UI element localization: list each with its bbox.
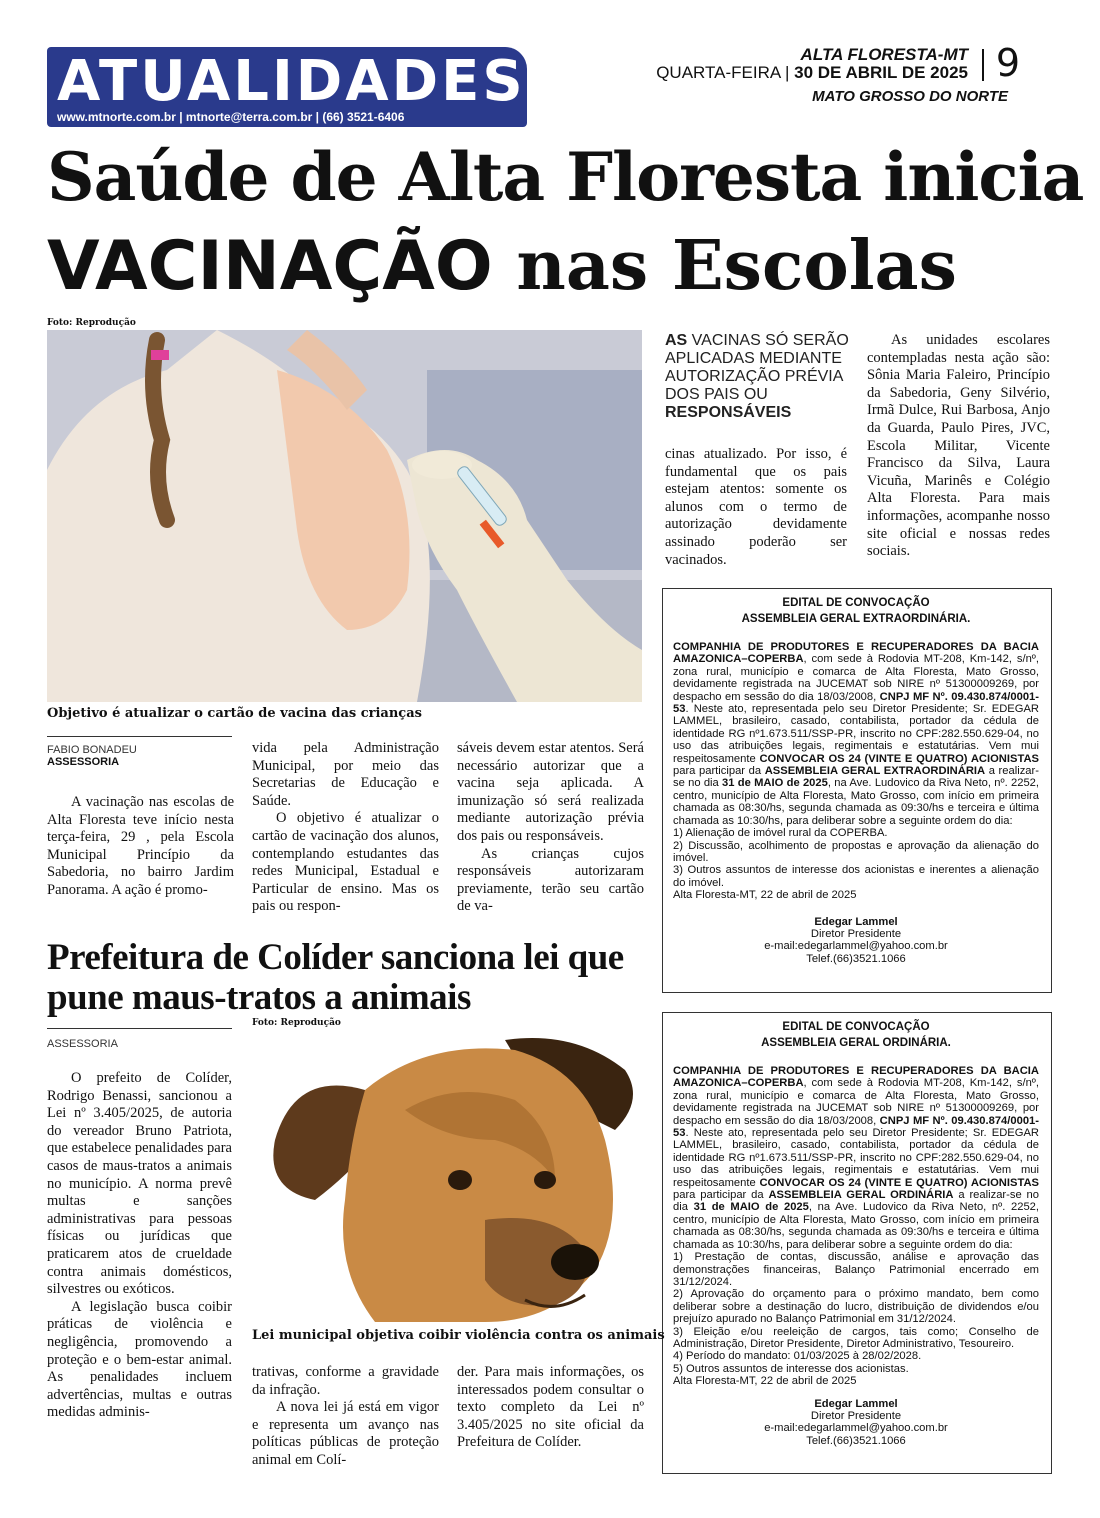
edital-subtitle: ASSEMBLEIA GERAL EXTRAORDINÁRIA. <box>741 613 971 625</box>
main-headline-line1: Saúde de Alta Floresta inicia <box>47 138 1084 216</box>
edital-title: EDITAL DE CONVOCAÇÃO <box>782 597 930 609</box>
byline-rule <box>47 1028 232 1029</box>
headline-rest: nas Escolas <box>492 226 957 306</box>
edital-cnpj: CNPJ MF Nº. 09.430.874/0001-53 <box>673 690 1039 716</box>
signer-phone: Telef.(66)3521.1066 <box>806 952 906 965</box>
edital-company: COMPANHIA DE PRODUTORES E RECUPERADORES DA BACIA AMAZONICA–COPERBA <box>673 641 1039 666</box>
agenda-item: 4) Período do mandato: 01/03/2025 à 28/02/2028. <box>673 1350 922 1363</box>
edital-text: a realizar-se no dia <box>673 765 1039 790</box>
paragraph: sáveis devem estar atentos. Será necessário autorizar que a vacina seja aplicada. A imunização só será realizada mediante autorização prévia dos pais ou responsáveis. <box>457 740 644 844</box>
edital-place-date: Alta Floresta-MT, 22 de abril de 2025 <box>673 1375 857 1388</box>
pull-quote-strong: RESPONSÁVEIS <box>665 404 792 421</box>
paragraph: trativas, conforme a gravidade da infração. <box>252 1364 439 1398</box>
article2-column-2 <box>252 1364 439 1470</box>
edital-text: , na Ave. Ludovico da Riva Neto, nº. 2252, centro, município de Alta Floresta, Mato Grosso, com início em primeira chamada as 08:30/hs, segunda chamada as 09:30/hs e terceira e última chamada as 10:30/hs, para deliberar sobre a seguinte ordem do dia: <box>673 777 1039 827</box>
article-column-3 <box>457 740 644 916</box>
photo-credit: Foto: Reprodução <box>252 1018 341 1028</box>
signer-email: e-mail:edegarlammel@yahoo.com.br <box>764 940 948 953</box>
article-column-2 <box>252 740 439 916</box>
agenda-item: 1) Alienação de imóvel rural da COPERBA. <box>673 827 888 840</box>
signer-name: Edegar Lammel <box>814 915 898 928</box>
photo-caption: Objetivo é atualizar o cartão de vacina das crianças <box>47 706 422 721</box>
author-source: ASSESSORIA <box>47 756 120 768</box>
secondary-headline: Prefeitura de Colíder sanciona lei que pune maus-tratos a animais <box>47 937 624 1018</box>
paragraph: As unidades escolares contempladas nesta ação são: Sônia Maria Faleiro, Princípio da Sabedoria, Geny Silvério, Irmã Dulce, Rui Barbosa, Anjo da Guarda, Paulo Pires, JVC, Escola Militar, Vicente Francisco da Silva, Laura Vicuña, Marinês e Colégio Alta Floresta. Para mais informações, acompanhe nosso site oficial e nossas redes sociais. <box>867 332 1050 560</box>
masthead-contacts: www.mtnorte.com.br | mtnorte@terra.com.br | (66) 3521-6406 <box>57 110 405 124</box>
header-full-date: 30 DE ABRIL DE 2025 <box>794 63 968 82</box>
paragraph: der. Para mais informações, os interessados podem consultar o texto completo da Lei nº 3.405/2025 no site oficial da Prefeitura de Colíder. <box>457 1364 644 1451</box>
section-masthead <box>47 47 527 127</box>
edital-convocar: CONVOCAR OS 24 (VINTE E QUATRO) ACIONISTAS <box>759 752 1039 765</box>
agenda-item: 5) Outros assuntos de interesse dos acionistas. <box>673 1362 909 1375</box>
photo-caption: Lei municipal objetiva coibir violência contra os animais <box>252 1328 665 1343</box>
paragraph: As crianças cujos responsáveis autorizaram previamente, terão seu cartão de va- <box>457 845 644 915</box>
edital-text: , na Ave. Ludovico da Riva Neto, nº. 2252, centro, município de Alta Floresta, Mato Grosso, com início em primeira chamada as 08:30/hs, segunda chamada as 09:30/hs e terceira e última chamada as 10:30/hs, para deliberar sobre a seguinte ordem do dia: <box>673 1201 1039 1251</box>
dog-illustration <box>255 1030 642 1322</box>
header-city: ALTA FLORESTA-MT <box>800 45 968 64</box>
paragraph: cinas atualizado. Por isso, é fundamental que os pais estejam atentos: somente os alunos com o termo de autorização devidamente assinado poderão ser vacinados. <box>665 446 847 568</box>
vaccination-illustration <box>47 330 642 702</box>
edital-cnpj: CNPJ MF Nº. 09.430.874/0001-53 <box>673 1114 1039 1140</box>
signer-name: Edegar Lammel <box>814 1397 898 1410</box>
header-separator <box>982 49 984 81</box>
author-source: ASSESSORIA <box>47 1038 118 1050</box>
edital-place-date: Alta Floresta-MT, 22 de abril de 2025 <box>673 889 857 902</box>
article-column-5 <box>867 332 1050 561</box>
edital-text: , com sede à Rodovia MT-208, Km-142, s/nº, zona rural, município e comarca de Alta Floresta, Mato Grosso, devidamente registrada na JUCEMAT sob NIRE nº 51300009269, por despacho em sessão do dia 18/03/2008, <box>673 653 1039 703</box>
edital-assembleia: ASSEMBLEIA GERAL ORDINÁRIA <box>768 1189 954 1202</box>
edital-assembleia: ASSEMBLEIA GERAL EXTRAORDINÁRIA <box>764 765 986 778</box>
pull-quote-strong: AS <box>665 332 688 349</box>
signer-role: Diretor Presidente <box>810 927 902 940</box>
edital-text: para participar da <box>673 765 765 778</box>
paragraph: A legislação busca coibir práticas de violência e negligência, promovendo a proteção e o bem-estar animal. As penalidades incluem advertências, multas e outras medidas adminis- <box>47 1298 232 1421</box>
agenda-item: 1) Prestação de contas, discussão, análise e aprovação das demonstrações financeiras, Balanço Patrimonial encerrado em 31/12/2024. <box>673 1251 1039 1288</box>
byline-rule <box>47 736 232 737</box>
photo-credit: Foto: Reprodução <box>47 318 136 328</box>
edital-text: . Neste ato, representada pelo seu Diretor Presidente; Sr. EDEGAR LAMMEL, brasileiro, casado, contabilista, portador da cédula de identidade RG nº1.673.511/SSP-PR, inscrito no CPF:282.550.629-04, no uso das atribuições legais, regimentais e estatutárias. Vem mui respeitosamente <box>673 703 1039 765</box>
dog-photo <box>255 1030 642 1322</box>
section-title: ATUALIDADES <box>57 49 526 114</box>
author-name: FABIO BONADEU <box>47 744 137 756</box>
article2-column-3 <box>457 1364 644 1452</box>
byline <box>47 744 137 768</box>
paragraph: A nova lei já está em vigor e representa um avanço nas políticas públicas de proteção animal em Colí- <box>252 1399 439 1468</box>
edital-body <box>673 1065 1039 1388</box>
pull-quote-text: VACINAS SÓ SERÃO APLICADAS MEDIANTE AUTORIZAÇÃO PRÉVIA DOS PAIS OU <box>665 332 849 403</box>
agenda-item: 3) Eleição e/ou reeleição de cargos, tais como; Conselho de Administração, Diretor Presidente, Diretor Administrativo, Tesoureiro. <box>673 1325 1039 1350</box>
edital-date: 31 de MAIO de 2025 <box>722 777 828 790</box>
signer-phone: Telef.(66)3521.1066 <box>806 1434 906 1447</box>
edital-signature <box>673 1398 1039 1448</box>
signer-email: e-mail:edegarlammel@yahoo.com.br <box>764 1422 948 1435</box>
edital-title: EDITAL DE CONVOCAÇÃO <box>782 1021 930 1033</box>
edital-date: 31 de MAIO de 2025 <box>693 1201 809 1214</box>
paragraph: A vacinação nas escolas de Alta Floresta teve início nesta terça-feira, 29 , pela Escola Municipal Princípio da Sabedoria, no bairro Jardim Panorama. A ação é promo- <box>47 794 234 898</box>
agenda-item: 2) Aprovação do orçamento para o próximo mandato, bem como deliberar sobre a destinação do lucro, distribuição de dividendos e/ou prejuízo apurado no Balanço Patrimonial em 31/12/2024. <box>673 1288 1039 1326</box>
pull-quote <box>665 332 855 422</box>
header-weekday: QUARTA-FEIRA | <box>656 63 790 82</box>
edital-company: COMPANHIA DE PRODUTORES E RECUPERADORES DA BACIA AMAZONICA–COPERBA <box>673 1065 1039 1090</box>
edital-extraordinaria <box>662 588 1052 993</box>
signer-role: Diretor Presidente <box>810 1409 902 1422</box>
edital-ordinaria <box>662 1012 1052 1474</box>
article2-column-1 <box>47 1070 232 1422</box>
edital-text: para participar da <box>673 1189 769 1202</box>
paragraph: vida pela Administração Municipal, por meio das Secretarias de Educação e Saúde. <box>252 740 439 809</box>
edital-subtitle: ASSEMBLEIA GERAL ORDINÁRIA. <box>761 1037 951 1049</box>
byline <box>47 1038 118 1050</box>
agenda-item: 3) Outros assuntos de interesse dos acionistas e inerentes a alienação do imóvel. <box>673 864 1039 889</box>
main-headline-line2 <box>47 226 957 306</box>
edital-convocar: CONVOCAR OS 24 (VINTE E QUATRO) ACIONISTAS <box>759 1176 1039 1189</box>
vaccination-photo <box>47 330 642 702</box>
edital-signature <box>673 916 1039 966</box>
page-number: 9 <box>995 41 1020 85</box>
edital-text: . Neste ato, representada pelo seu Diretor Presidente; Sr. EDEGAR LAMMEL, brasileiro, casado, contabilista, portador da cédula de identidade RG nº1.673.511/SSP-PR, inscrito no CPF:282.550.629-04, no uso das atribuições legais, regimentais e estatutárias. Vem mui respeitosamente <box>673 1127 1039 1189</box>
newspaper-name: MATO GROSSO DO NORTE <box>812 88 1008 105</box>
edital-text: a realizar-se no dia <box>673 1189 1039 1214</box>
headline-emphasis: VACINAÇÃO <box>47 227 493 306</box>
article-column-4 <box>665 446 847 569</box>
edital-body <box>673 641 1039 902</box>
header-date <box>656 63 968 83</box>
paragraph: O prefeito de Colíder, Rodrigo Benassi, sancionou a Lei nº 3.405/2025, de autoria do vereador Bruno Patriota, que estabelece penalidades para casos de maus-tratos a animais no município. A norma prevê multas e sanções administrativas para pessoas físicas ou jurídicas que praticarem atos de crueldade contra animais domésticos, silvestres ou exóticos. <box>47 1070 232 1298</box>
article-column-1 <box>47 794 234 900</box>
agenda-item: 2) Discussão, acolhimento de propostas e aprovação da alienação do imóvel. <box>673 839 1039 864</box>
paragraph: O objetivo é atualizar o cartão de vacinação dos alunos, contemplando estudantes das redes Municipal, Estadual e Particular de ensino. Mas os pais ou respon- <box>252 810 439 915</box>
edital-text: , com sede à Rodovia MT-208, Km-142, s/nº, zona rural, município e comarca de Alta Floresta, Mato Grosso, devidamente registrada na JUCEMAT sob NIRE nº 51300009269, por despacho em sessão do dia 18/03/2008, <box>673 1077 1039 1127</box>
